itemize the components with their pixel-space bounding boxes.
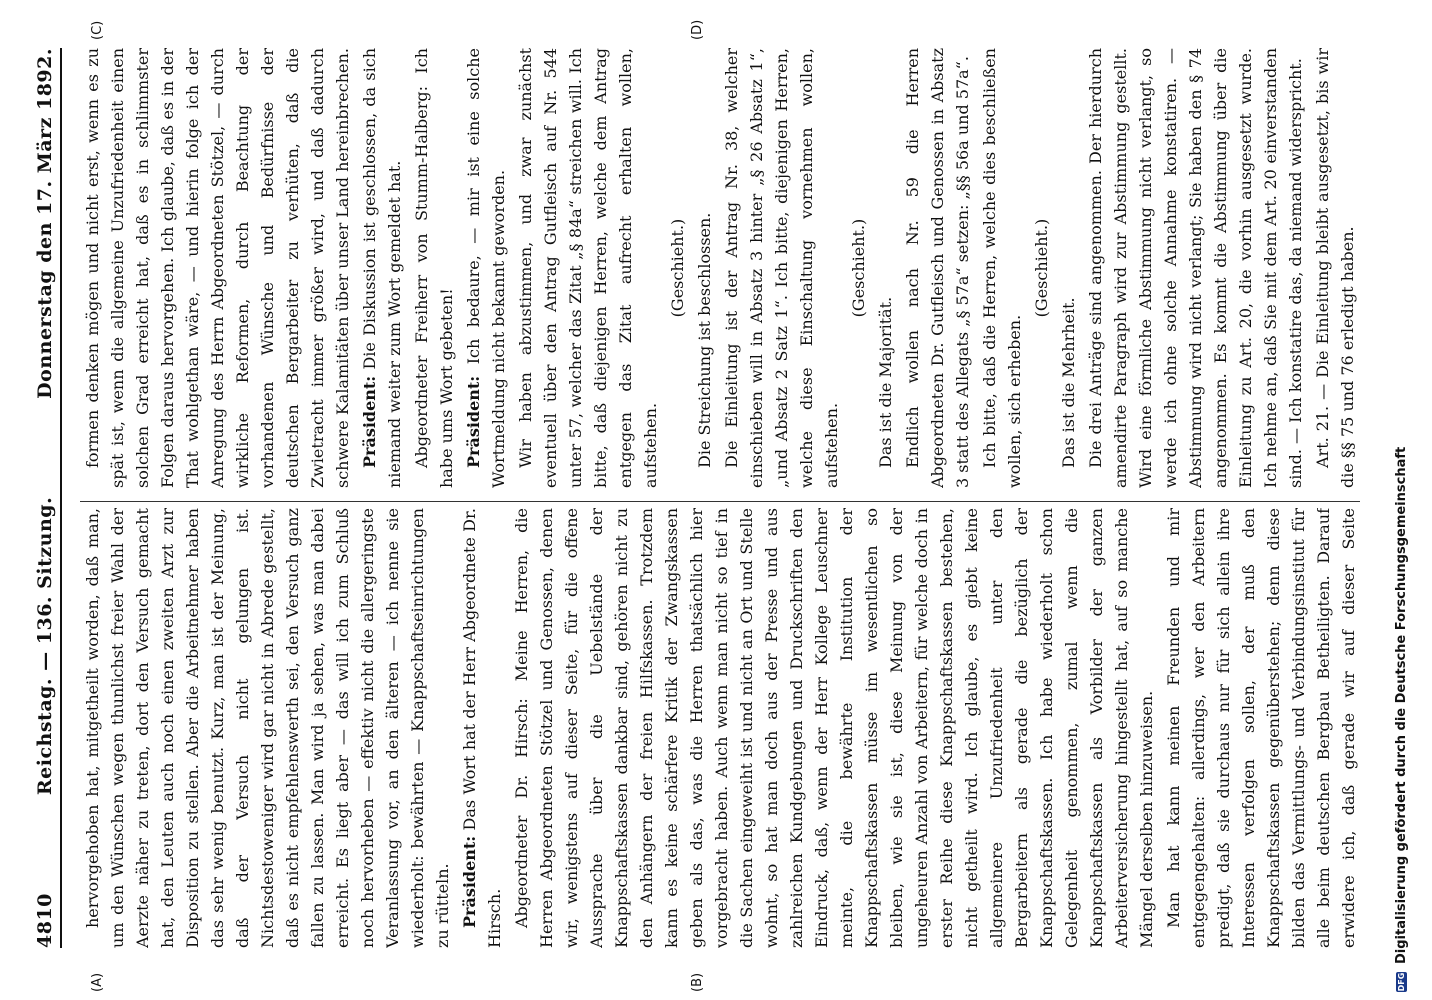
text-paragraph: Das ist die Majorität. [876,296,895,468]
session-date: Donnerstag den 17. März 1892. [34,48,56,399]
text-paragraph: Die Streichung ist beschlossen. [695,212,714,468]
speaker-label: Präsident: [460,835,479,928]
text-paragraph: Das ist die Mehrheit. [1059,297,1078,468]
speaker-paragraph [461,48,511,488]
footer-credit-text: Digitalisierung gefördert durch die Deutsche Forschungsgemeinschaft [1393,446,1409,964]
speaker-label: Präsident: [464,375,483,468]
footer-credit [1386,0,1416,1000]
text-paragraph: Die drei Anträge sind angenommen. Der hierdurch amendirte Paragraph wird zur Abstimmung gestellt. Wird eine förmliche Abstimmung nicht verlangt, so werde ich ohne solche Annahme konstatiren. — Abstimmung wird nicht verlangt; Sie haben den § 74 angenommen. Es kommt die Abstimmung über die Einleitung zu Art. 20, die vorhin ausgesetzt wurde. Ich nehme an, daß Sie mit dem Art. 20 einverstanden sind. — Ich konstatire das, da niemand widerspricht. [1086,48,1305,488]
stage-direction: (Geschieht.) [668,218,687,318]
text-paragraph: Wir haben abzustimmen, und zwar zunächst eventuell über den Antrag Gutfleisch auf Nr. 544 unter 57, welcher das Zitat „§ 84a“ streichen will. Ich bitte, daß diejenigen Herren, welche dem Antrag entgegen das Zitat aufrecht erhalten wollen, aufstehen. [516,48,660,488]
header-rule [60,48,62,948]
speaker-label: Präsident: [360,375,379,468]
column-divider [80,501,1360,502]
dfg-logo-icon: DFG [1396,972,1406,992]
margin-marker-d: (D) [690,19,705,40]
text-paragraph: hervorgehoben hat, mitgetheilt worden, daß man, um den Wünschen wegen thunlichst freier Wahl der Aerzte näher zu treten, dort den Versuch gemacht hat, den Leuten auch noch einen zweiten Arzt zur Disposition zu stellen. Aber die Arbeitnehmer haben das sehr wenig benutzt. Kurz, man ist der Meinung, daß der Versuch nicht gelungen ist. Nichtsdestoweniger wird gar nicht in Abrede gestellt, daß es nicht empfehlenswerth sei, den Versuch ganz fallen zu lassen. Man wird ja sehen, was man dabei erreicht. Es liegt aber — das will ich zum Schluß noch hervorheben — effektiv nicht die allergeringste Veranlassung vor, an den älteren — ich nenne sie wiederholt: bewährten — Knappschaftseinrichtungen zu rütteln. [83,508,452,948]
text-paragraph: Abgeordneter Dr. Hirsch: Meine Herren, die Herren Abgeordneten Stötzel und Genossen, denen wir, wenigstens auf dieser Seite, für die offene Aussprache über die Uebelstände der Knappschaftskassen dankbar sind, gehören nicht zu den Anhängern der freien Hilfskassen. Trotzdem kann es keine schärfere Kritik der Zwangskassen geben als das, was die Herren thatsächlich hier vorgebracht haben. Auch wenn man nicht so tief in die Sachen eingeweiht ist und nicht an Ort und Stelle wohnt, so hat man doch aus der Presse und aus zahlreichen Kundgebungen und Druckschriften den Eindruck, daß, wenn der Herr Kollege Leuschner meinte, die bewährte Institution der Knappschaftskassen müsse im wesentlichen so bleiben, wie sie ist, diese Meinung von der ungeheuren Anzahl von Arbeitern, für welche doch in erster Reihe diese Knappschaftskassen bestehen, nicht getheilt wird. Ich glaube, es giebt keine allgemeinere Unzufriedenheit unter den Bergarbeitern als gerade die bezüglich der Knappschaftskassen. Ich habe wiederholt schon Gelegenheit genommen, zumal wenn die Knappschaftskassen als Vorbilder der ganzen Arbeiterversicherung hingestellt hat, auf so manche Mängel derselben hinzuweisen. [512,508,1156,948]
speaker-text: Ich bedaure, — mir ist eine solche Wortmeldung nicht bekannt geworden. [464,48,508,488]
right-text-column [80,48,1360,488]
page-number: 4810 [34,893,56,948]
stage-direction: (Geschieht.) [849,218,868,318]
text-paragraph: Ich bitte, daß die Herren, welche dies beschließen wollen, sich erheben. [980,48,1024,488]
speaker-text: Das Wort hat der Herr Abgeordnete Dr. Hirsch. [460,508,504,948]
text-paragraph: Man hat kann meinen Freunden und mir entgegengehalten: allerdings, wer den Arbeitern predigt, daß sie durchaus nur für sich allein ihre Interessen verfolgen sollen, der muß den Knappschaftskassen gegenüberstehen; denn diese bilden das Vermittlungs- und Verbindungsinstitut für alle beim deutschen Bergbau Betheiligten. Darauf erwidere ich, daß gerade wir auf dieser Seite [1164,508,1358,948]
left-text-column [80,508,1360,948]
speaker-paragraph [357,48,407,488]
speaker-text: Die Diskussion ist geschlossen, da sich niemand weiter zum Wort gemeldet hat. [360,48,404,488]
session-title: Reichstag. — 136. Sitzung. [34,496,56,796]
margin-marker-c: (C) [90,20,105,40]
margin-marker-b: (B) [690,972,705,992]
speaker-paragraph [457,508,507,948]
margin-marker-a: (A) [90,972,105,992]
text-paragraph: Art. 21. — Die Einleitung bleibt ausgesetzt, bis wir die §§ 75 und 76 erledigt haben. [1313,48,1357,488]
text-paragraph: Die Einleitung ist der Antrag Nr. 38, welcher einschieben will in Absatz 3 hinter „§ 26 Absatz 1“, „und Absatz 2 Satz 1“. Ich bitte, diejenigen Herren, welche diese Einschaltung vornehmen wollen, aufstehen. [722,48,841,488]
text-paragraph: Endlich wollen nach Nr. 59 die Herren Abgeordneten Dr. Gutfleisch und Genossen in Absatz 3 statt des Allegats „§ 57a“ setzen: „§§ 56a und 57a“. [903,48,972,488]
stage-direction: (Geschieht.) [1032,218,1051,318]
page-header [30,48,56,948]
text-paragraph: Abgeordneter Freiherr von Stumm-Halberg: Ich habe ums Wort gebeten! [412,48,456,488]
text-paragraph: formen denken mögen und nicht erst, wenn es zu spät ist, wenn die allgemeine Unzufriedenheit einen solchen Grad erreicht hat, daß es in schlimmster Folgen daraus hervorgehen. Ich glaube, daß es in der That wohlgethan wäre, — und hierin folge ich der Anregung des Herrn Abgeordneten Stötzel, — durch wirkliche Reformen, durch Beachtung der vorhandenen Wünsche und Bedürfnisse der deutschen Bergarbeiter zu verhüten, daß die Zwietracht immer größer wird, und daß dadurch schwere Kalamitäten über unser Land hereinbrechen. [83,48,352,488]
